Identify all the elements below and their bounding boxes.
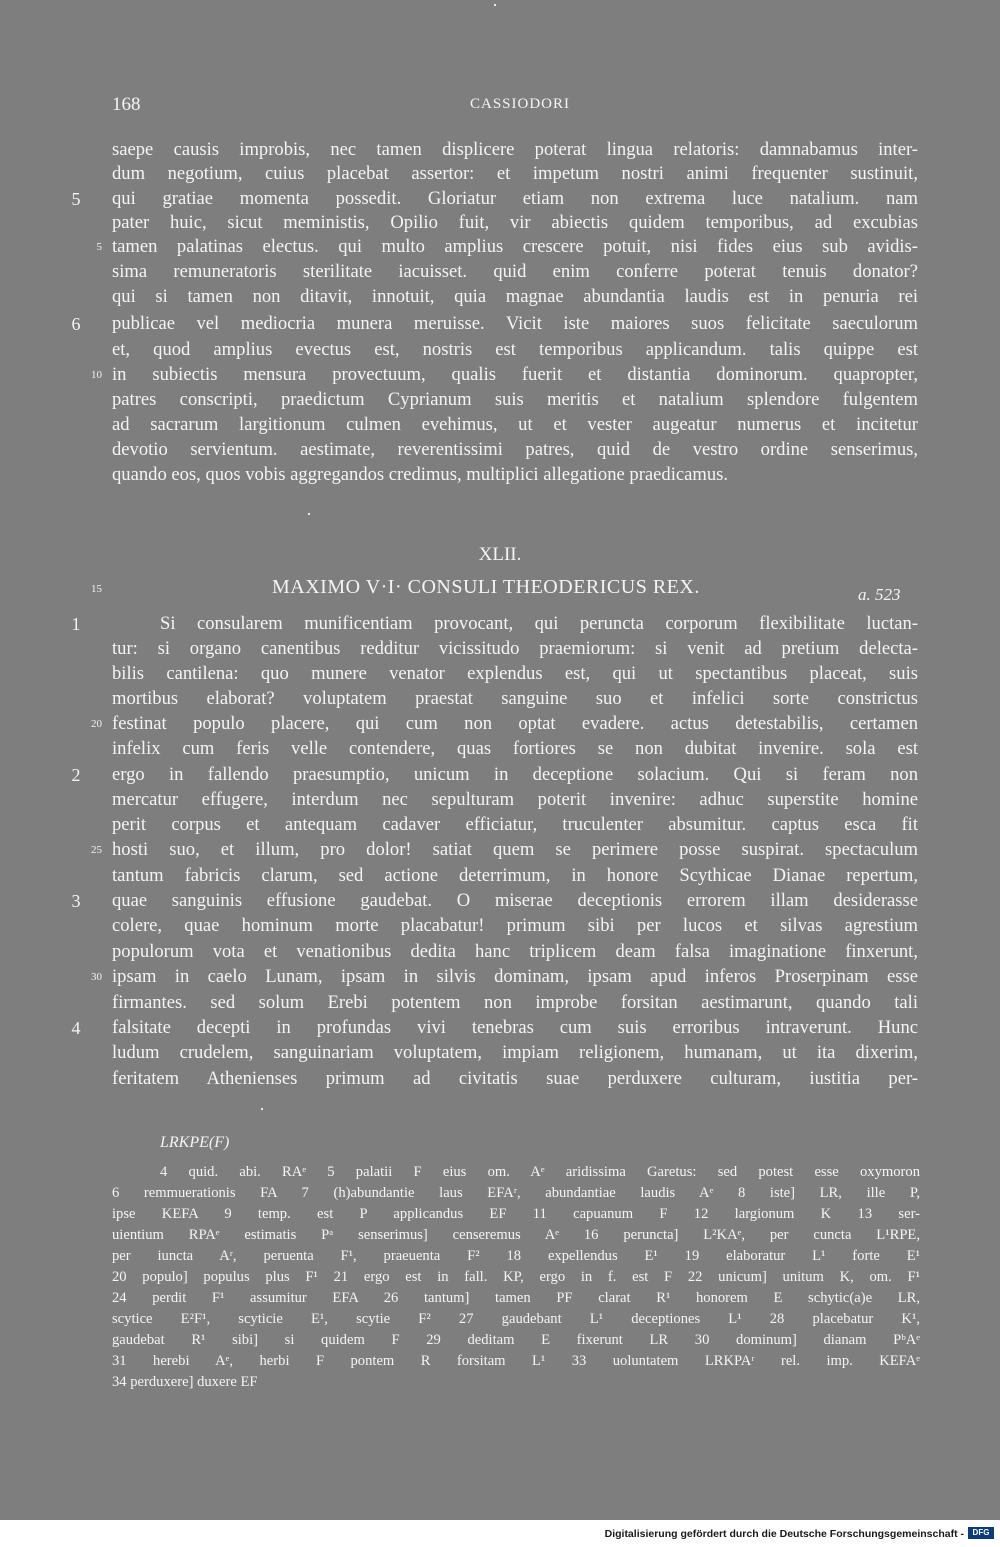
- text-line: quae sanguinis effusione gaudebat. O miserae deceptionis errorem illam desiderasse: [112, 890, 918, 911]
- text-line: ad sacrarum largitionum culmen evehimus, ut et vester augeatur numerus et incitetur: [112, 414, 918, 435]
- text-line: saepe causis improbis, nec tamen displicere poterat lingua relatoris: damnabamus inter-: [112, 139, 918, 160]
- text-line: firmantes. sed solum Erebi potentem non improbe forsitan aestimarunt, quando tali: [112, 992, 918, 1013]
- text-line: ipsam in caelo Lunam, ipsam in silvis dominam, ipsam apud inferos Proserpinam esse: [112, 966, 918, 987]
- section-number: 6: [71, 314, 81, 334]
- section-number: 5: [71, 189, 81, 209]
- text-line: tantum fabricis clarum, sed actione deterrimum, in honore Scythicae Dianae repertum,: [112, 865, 918, 886]
- text-line: et, quod amplius evectus est, nostris est temporibus applicandum. talis quippe est: [112, 339, 918, 360]
- running-title: CASSIODORI: [470, 96, 571, 112]
- footer-bar: [0, 1520, 1000, 1547]
- text-line: mortibus elaborat? voluptatem praestat sanguine suo et infelici sorte constrictus: [112, 688, 918, 709]
- section-number: 4: [71, 1018, 81, 1038]
- text-line: Si consularem munificentiam provocant, qui peruncta corporum flexibilitate luctan-: [160, 613, 918, 634]
- apparatus-line: per iuncta Aʳ, peruenta F¹, praeuenta F² 18 expellendus E¹ 19 elaboratur L¹ forte E¹: [112, 1248, 920, 1264]
- text-line: ergo in fallendo praesumptio, unicum in deceptione solacium. Qui si feram non: [112, 764, 918, 785]
- text-line: qui si tamen non ditavit, innotuit, quia magnae abundantia laudis est in penuria rei: [112, 286, 918, 307]
- apparatus-line: 20 populo] populus plus F¹ 21 ergo est in fall. KP, ergo in f. est F 22 unicum] unitum K, om. F¹: [112, 1269, 920, 1285]
- text-line: perit corpus et antequam cadaver efficiatur, truculenter absumitur. captus esca fit: [112, 814, 918, 835]
- text-line: infelix cum feris velle contendere, quas fortiores se non dubitat invenire. sola est: [112, 738, 918, 759]
- apparatus-line: 34 perduxere] duxere EF: [112, 1374, 258, 1390]
- speck: [261, 1108, 263, 1110]
- text-line: dum negotium, cuius placebat assertor: et impetum nostri animi frequenter sustinuit,: [112, 163, 918, 184]
- text-line: falsitate decepti in profundas vivi tenebras cum suis erroribus intraverunt. Hunc: [112, 1017, 918, 1038]
- text-line: mercatur effugere, interdum nec sepulturam poterit invenire: adhuc superstite homine: [112, 789, 918, 810]
- text-line: populorum vota et venationibus dedita hanc triplicem deam falsa imaginatione finxerunt,: [112, 941, 918, 962]
- text-line: patres conscripti, praedictum Cyprianum suis meritis et natalium splendore fulgentem: [112, 389, 918, 410]
- funding-credit: Digitalisierung gefördert durch die Deutsche Forschungsgemeinschaft -: [604, 1528, 964, 1540]
- apparatus-line: gaudebat R¹ sibi] si quidem F 29 deditam E fixerunt LR 30 dominum] dianam PᵇAᵉ: [112, 1332, 920, 1348]
- letter-date: a. 523: [858, 585, 901, 604]
- line-number: 30: [91, 971, 102, 983]
- apparatus-line: 6 remmuerationis FA 7 (h)abundantie laus EFAʳ, abundantiae laudis Aᵉ 8 iste] LR, ille P,: [112, 1185, 920, 1201]
- line-number: 15: [91, 583, 102, 595]
- apparatus-line: scytice E²F¹, scyticie E¹, scytie F² 27 gaudebant L¹ deceptiones L¹ 28 placebatur K¹,: [112, 1311, 920, 1327]
- page-number: 168: [112, 94, 141, 115]
- text-line: bilis cantilena: quo munere venator explendus est, qui ut spectantibus placeat, suis: [112, 663, 918, 684]
- line-number: 25: [91, 844, 102, 856]
- line-number: 5: [96, 241, 102, 253]
- text-line: qui gratiae momenta possedit. Gloriatur etiam non extrema luce natalium. nam: [112, 188, 918, 209]
- section-number: 2: [71, 765, 81, 785]
- text-line: quando eos, quos vobis aggregandos credimus, multiplici allegatione praedicamus.: [112, 464, 729, 485]
- section-number: 3: [71, 891, 81, 911]
- text-line: colere, quae hominum morte placabatur! primum sibi per lucos et silvas agrestium: [112, 915, 918, 936]
- text-line: feritatem Athenienses primum ad civitatis suae perduxere culturam, iustitia per-: [112, 1068, 918, 1089]
- apparatus-line: 4 quid. abi. RAᵉ 5 palatii F eius om. Aᵉ aridissima Garetus: sed potest esse oxymoron: [160, 1164, 920, 1180]
- text-line: tur: si organo canentibus redditur vicissitudo praemiorum: si venit ad pretium delecta-: [112, 638, 918, 659]
- text-line: festinat populo placere, qui cum non optat evadere. actus detestabilis, certamen: [112, 713, 918, 734]
- line-number: 20: [91, 718, 102, 730]
- text-line: pater huic, sicut meministis, Opilio fuit, vir abiectis quidem temporibus, ad excubias: [112, 212, 918, 233]
- apparatus-line: 24 perdit F¹ assumitur EFA 26 tantum] tamen PF clarat R¹ honorem E schytic(a)e LR,: [112, 1290, 920, 1306]
- speck: [494, 4, 496, 6]
- dfg-logo-icon: DFG: [968, 1527, 994, 1539]
- line-number: 10: [91, 369, 102, 381]
- text-line: in subiectis mensura provectuum, qualis fuerit et distantia dominorum. quapropter,: [112, 364, 918, 385]
- text-line: devotio servientum. aestimate, reverentissimi patres, quid de vestro ordine senserimus,: [112, 439, 918, 460]
- text-line: ludum crudelem, sanguinariam voluptatem, impiam religionem, humanam, ut ita dixerim,: [112, 1042, 918, 1063]
- text-line: hosti suo, et illum, pro dolor! satiat quem se perimere posse suspirat. spectaculum: [112, 839, 918, 860]
- letter-number: XLII.: [478, 544, 522, 565]
- apparatus-line: ipse KEFA 9 temp. est P applicandus EF 11 capuanum F 12 largionum K 13 ser-: [112, 1206, 920, 1222]
- apparatus-line: 31 herebi Aᵉ, herbi F pontem R forsitam L¹ 33 uoluntatem LRKPAʳ rel. imp. KEFAᵉ: [112, 1353, 920, 1369]
- speck: [308, 513, 310, 515]
- apparatus-line: uientium RPAᵉ estimatis Pᵃ senserimus] censeremus Aᵉ 16 peruncta] L²KAᵉ, per cuncta L¹RPE,: [112, 1227, 920, 1243]
- letter-title: MAXIMO V·I· CONSULI THEODERICUS REX.: [272, 576, 700, 598]
- text-line: publicae vel mediocria munera meruisse. Vicit iste maiores suos felicitate saeculorum: [112, 313, 918, 334]
- text-line: sima remuneratoris sterilitate iacuisset. quid enim conferre poterat tenuis donator?: [112, 261, 918, 282]
- text-line: tamen palatinas electus. qui multo amplius crescere potuit, nisi fides eius sub avidis-: [112, 236, 918, 257]
- section-number: 1: [71, 614, 81, 634]
- apparatus-sigla: LRKPE(F): [160, 1134, 230, 1151]
